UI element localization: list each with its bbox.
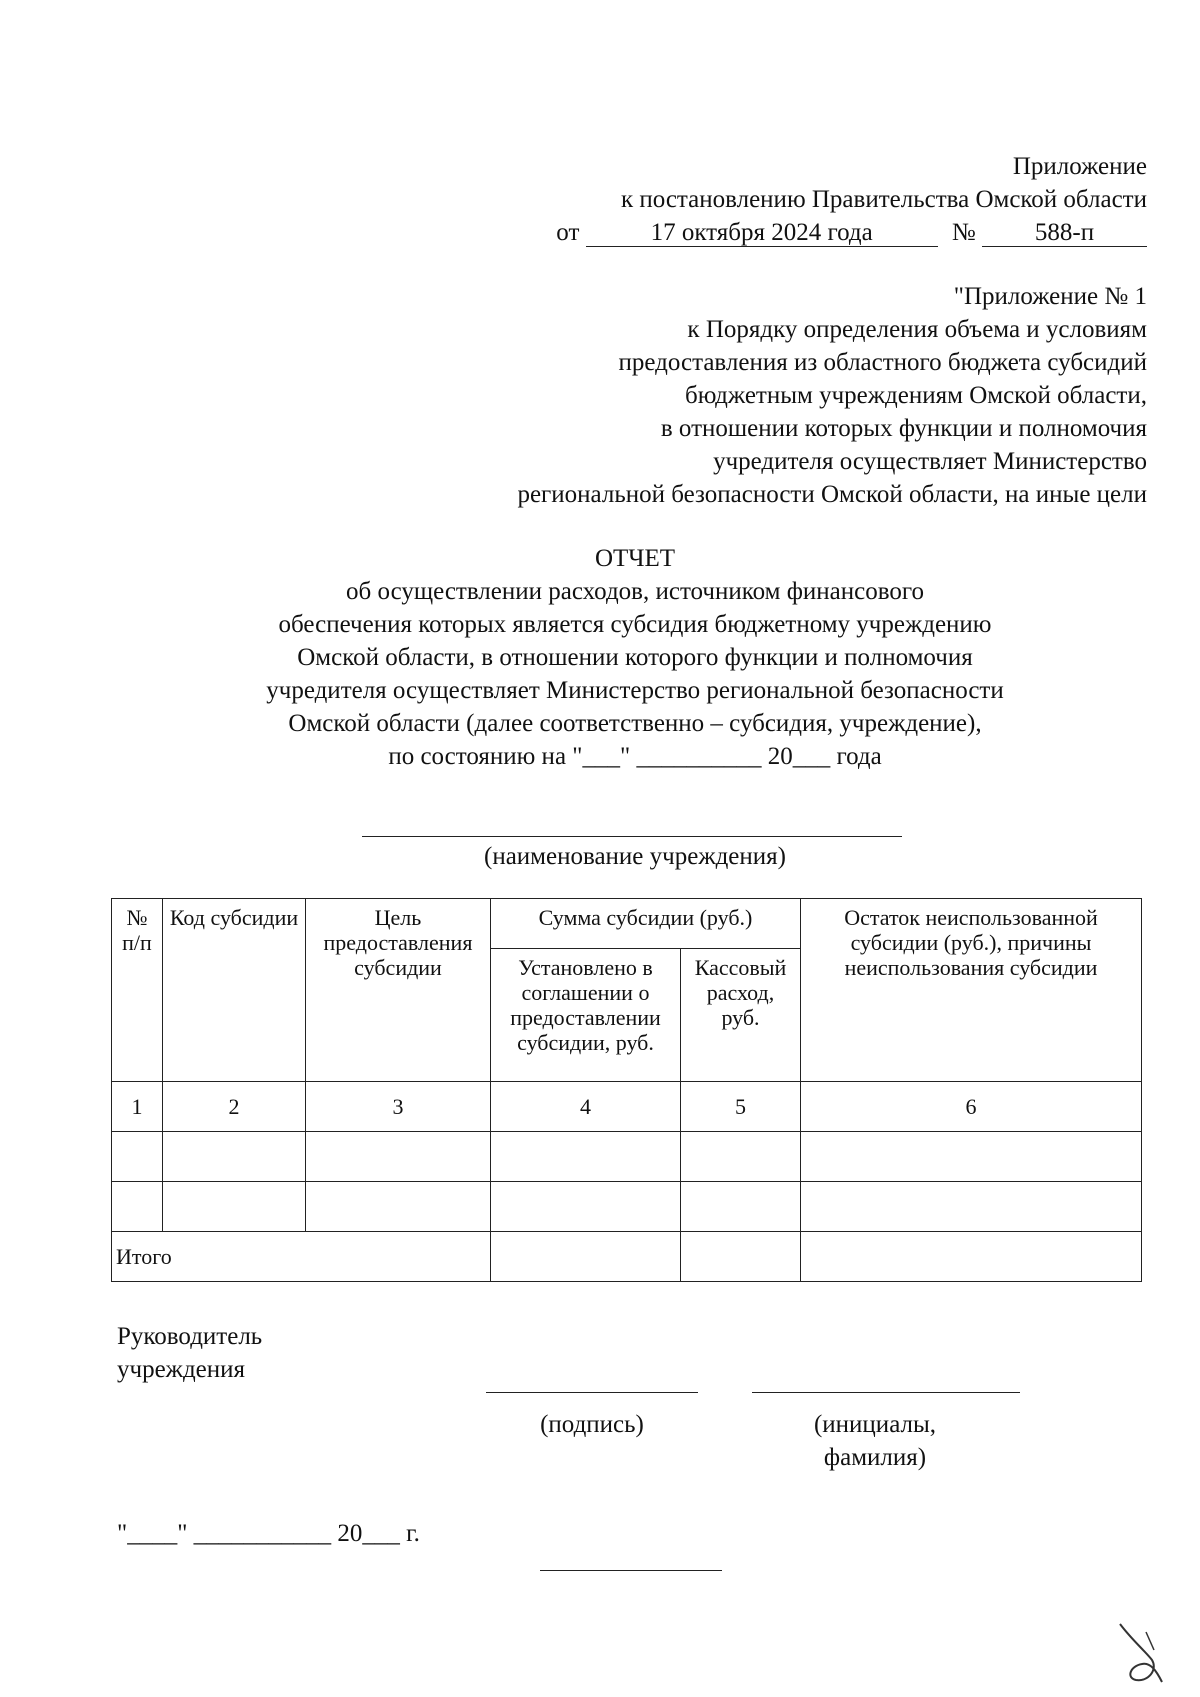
table-cell: [306, 1182, 491, 1232]
table-cell: [801, 1232, 1142, 1282]
column-number: 6: [801, 1082, 1142, 1132]
decree-date-number: [556, 216, 1147, 249]
name-caption: [760, 1408, 990, 1474]
report-line: об осуществлении расходов, источником финансового: [345, 578, 924, 605]
table-cell: [801, 1182, 1142, 1232]
decree-date: 17 октября 2024 года: [586, 220, 938, 247]
institution-name-line: [362, 836, 902, 837]
report-line: учредителя осуществляет Министерство региональной безопасности: [266, 677, 1004, 704]
table-cell: [306, 1132, 491, 1182]
footer-separator-line: [540, 1570, 722, 1571]
appendix-line: бюджетным учреждениям Омской области,: [685, 382, 1147, 409]
table-cell: [801, 1132, 1142, 1182]
appendix-block: [517, 280, 1147, 511]
report-table: [111, 898, 1142, 1282]
table-cell: [681, 1132, 801, 1182]
head-label-line2: учреждения: [117, 1356, 246, 1383]
table-cell: [112, 1182, 163, 1232]
table-cell: [163, 1132, 306, 1182]
header-remainder: Остаток неиспользованной субсидии (руб.), причины неиспользования субсидии: [801, 899, 1142, 1082]
annex-title: Приложение: [1012, 153, 1147, 180]
signature-date-line: "____" ___________ 20___ г.: [117, 1520, 420, 1547]
appendix-line: "Приложение № 1: [953, 283, 1147, 310]
appendix-line: учредителя осуществляет Министерство: [713, 448, 1147, 475]
signature-line: [486, 1392, 698, 1393]
column-number: 1: [112, 1082, 163, 1132]
institution-caption: (наименование учреждения): [484, 843, 786, 870]
table-total-row: [112, 1232, 1142, 1282]
name-caption-line2: фамилия): [823, 1444, 927, 1471]
decree-number: 588-п: [982, 220, 1147, 247]
report-heading: [0, 542, 1200, 773]
handwritten-mark-icon: [1112, 1620, 1172, 1690]
report-line: Омской области, в отношении которого функции и полномочия: [297, 644, 973, 671]
appendix-line: в отношении которых функции и полномочия: [660, 415, 1147, 442]
appendix-line: региональной безопасности Омской области, на иные цели: [517, 481, 1147, 508]
column-number: 2: [163, 1082, 306, 1132]
appendix-line: к Порядку определения объема и условиям: [687, 316, 1147, 343]
report-date-line: по состоянию на "___" __________ 20___ года: [388, 743, 882, 770]
column-number: 5: [681, 1082, 801, 1132]
name-line: [752, 1392, 1020, 1393]
column-number: 3: [306, 1082, 491, 1132]
table-cell: [681, 1232, 801, 1282]
header-block: [556, 150, 1147, 249]
annex-to: к постановлению Правительства Омской области: [620, 186, 1147, 213]
total-label: Итого: [112, 1232, 491, 1282]
table-column-numbers-row: [112, 1082, 1142, 1132]
table-header-row: [112, 899, 1142, 949]
table-cell: [681, 1182, 801, 1232]
table-cell: [491, 1132, 681, 1182]
report-title: ОТЧЕТ: [594, 545, 676, 572]
name-caption-line1: (инициалы,: [813, 1411, 937, 1438]
head-label-line1: Руководитель: [117, 1323, 263, 1350]
appendix-line: предоставления из областного бюджета субсидий: [618, 349, 1147, 376]
header-num: № п/п: [112, 899, 163, 1082]
header-sum: Сумма субсидии (руб.): [491, 899, 801, 949]
signature-caption: (подпись): [540, 1411, 644, 1438]
column-number: 4: [491, 1082, 681, 1132]
header-cash: Кассовый расход, руб.: [681, 949, 801, 1082]
table-row: [112, 1132, 1142, 1182]
report-line: обеспечения которых является субсидия бюджетному учреждению: [278, 611, 992, 638]
header-code: Код субсидии: [163, 899, 306, 1082]
table-cell: [491, 1232, 681, 1282]
header-established: Установлено в соглашении о предоставлении субсидии, руб.: [491, 949, 681, 1082]
table-row: [112, 1182, 1142, 1232]
header-purpose: Цель предоставления субсидии: [306, 899, 491, 1082]
from-label: от: [556, 219, 580, 246]
head-of-institution-label: [117, 1320, 262, 1386]
number-label: №: [951, 219, 976, 246]
table-cell: [112, 1132, 163, 1182]
report-line: Омской области (далее соответственно – субсидия, учреждение),: [288, 710, 982, 737]
table-cell: [491, 1182, 681, 1232]
table-cell: [163, 1182, 306, 1232]
